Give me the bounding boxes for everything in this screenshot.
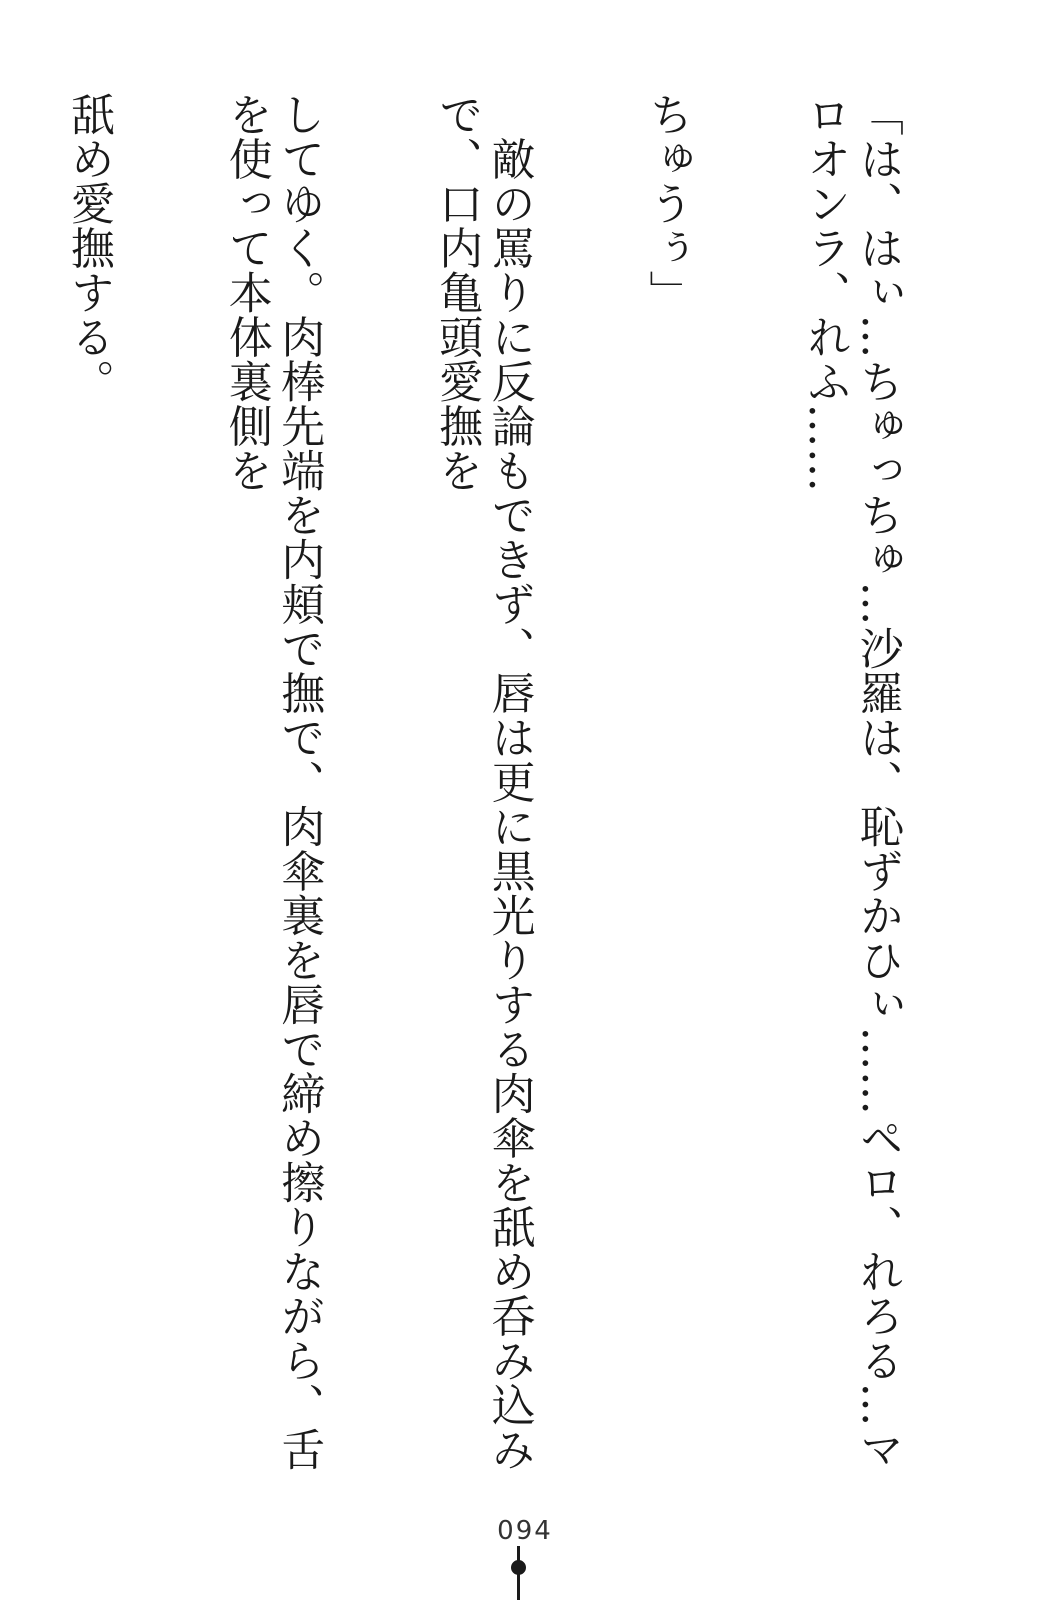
text-line: ちゅうぅ」 bbox=[641, 92, 693, 315]
text-line: 舐め愛撫する。 bbox=[62, 92, 114, 404]
text-line: してゆく。肉棒先端を内頬で撫で、肉傘裏を唇で締め擦りながら、舌を使って本体裏側を bbox=[220, 92, 325, 1472]
page-marker-icon bbox=[517, 1546, 520, 1600]
text-line: 敵の罵りに反論もできず、唇は更に黒光りする肉傘を舐め呑み込みで、口内亀頭愛撫を bbox=[431, 92, 535, 1472]
page-number: 094 bbox=[497, 1516, 553, 1546]
text-line: 「は、はぃ…ちゅっちゅ…沙羅は、恥ずかひぃ……ペロ、れろる…マロオンラ、れふ…… bbox=[799, 92, 903, 1472]
body-text bbox=[8, 92, 1008, 1492]
